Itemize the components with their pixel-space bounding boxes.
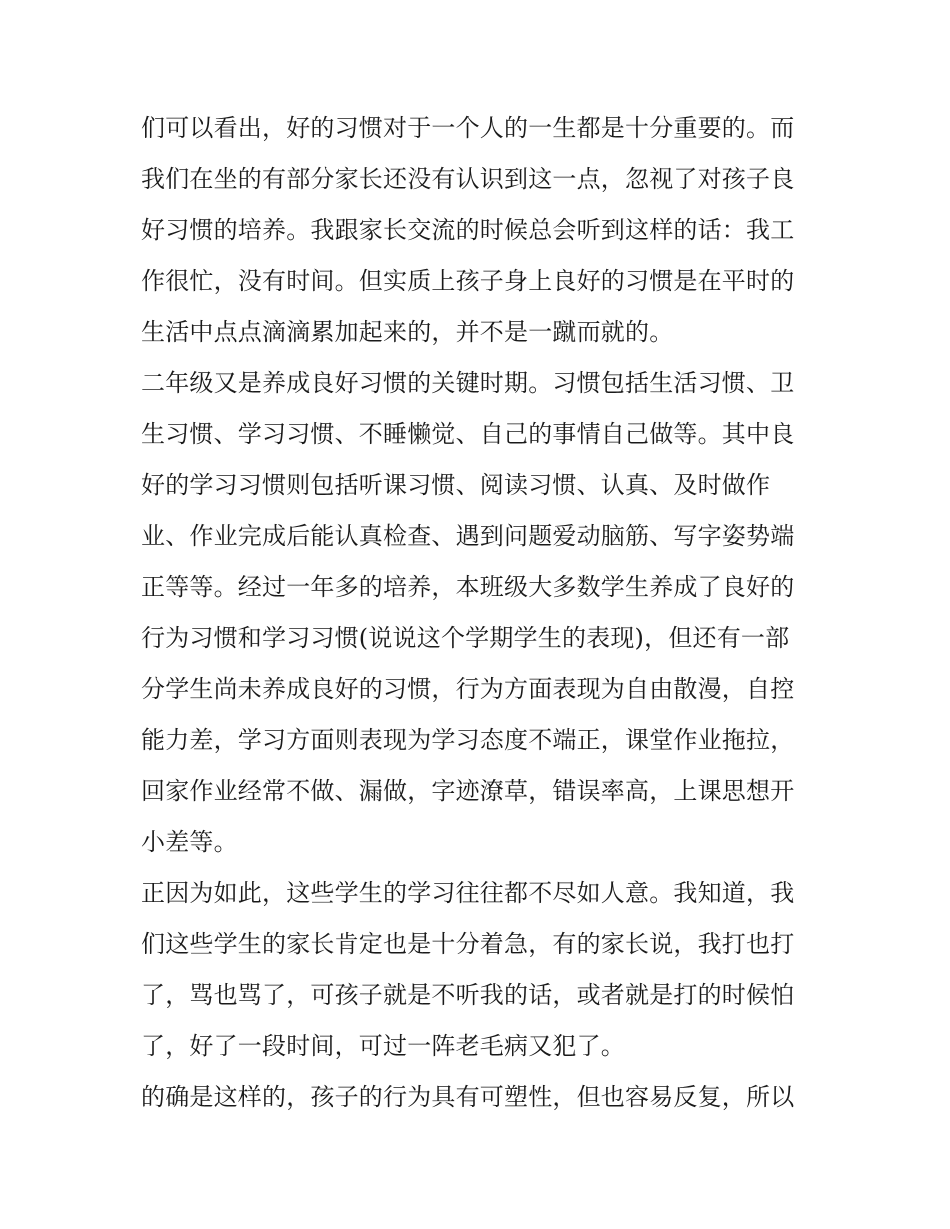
text-line: 的确是这样的，孩子的行为具有可塑性，但也容易反复，所以: [141, 1083, 795, 1111]
text-line: 我们在坐的有部分家长还没有认识到这一点，忽视了对孩子良: [141, 165, 795, 193]
text-line: 生活中点点滴滴累加起来的，并不是一蹴而就的。: [141, 318, 674, 346]
text-line: 能力差，学习方面则表现为学习态度不端正，课堂作业拖拉，: [141, 726, 795, 754]
text-line: 正因为如此，这些学生的学习往往都不尽如人意。我知道，我: [141, 879, 795, 907]
text-line: 小差等。: [141, 828, 238, 856]
text-line: 正等等。经过一年多的培养，本班级大多数学生养成了良好的: [141, 573, 795, 601]
text-line: 作很忙，没有时间。但实质上孩子身上良好的习惯是在平时的: [141, 267, 795, 295]
text-line: 们可以看出，好的习惯对于一个人的一生都是十分重要的。而: [141, 114, 795, 142]
text-line: 生习惯、学习习惯、不睡懒觉、自己的事情自己做等。其中良: [141, 420, 795, 448]
text-line: 回家作业经常不做、漏做，字迹潦草，错误率高，上课思想开: [141, 777, 795, 805]
text-line: 好习惯的培养。我跟家长交流的时候总会听到这样的话：我工: [141, 216, 795, 244]
text-line: 好的学习习惯则包括听课习惯、阅读习惯、认真、及时做作: [141, 471, 771, 499]
text-line: 二年级又是养成良好习惯的关键时期。习惯包括生活习惯、卫: [141, 369, 795, 397]
text-line: 业、作业完成后能认真检查、遇到问题爱动脑筋、写字姿势端: [141, 522, 795, 550]
body-text: [141, 103, 821, 1123]
text-line: 了，好了一段时间，可过一阵老毛病又犯了。: [141, 1032, 625, 1060]
text-line: 行为习惯和学习习惯(说说这个学期学生的表现)，但还有一部: [141, 624, 790, 652]
text-line: 了，骂也骂了，可孩子就是不听我的话，或者就是打的时候怕: [141, 981, 795, 1009]
text-line: 们这些学生的家长肯定也是十分着急，有的家长说，我打也打: [141, 930, 795, 958]
text-line: 分学生尚未养成良好的习惯，行为方面表现为自由散漫，自控: [141, 675, 795, 703]
